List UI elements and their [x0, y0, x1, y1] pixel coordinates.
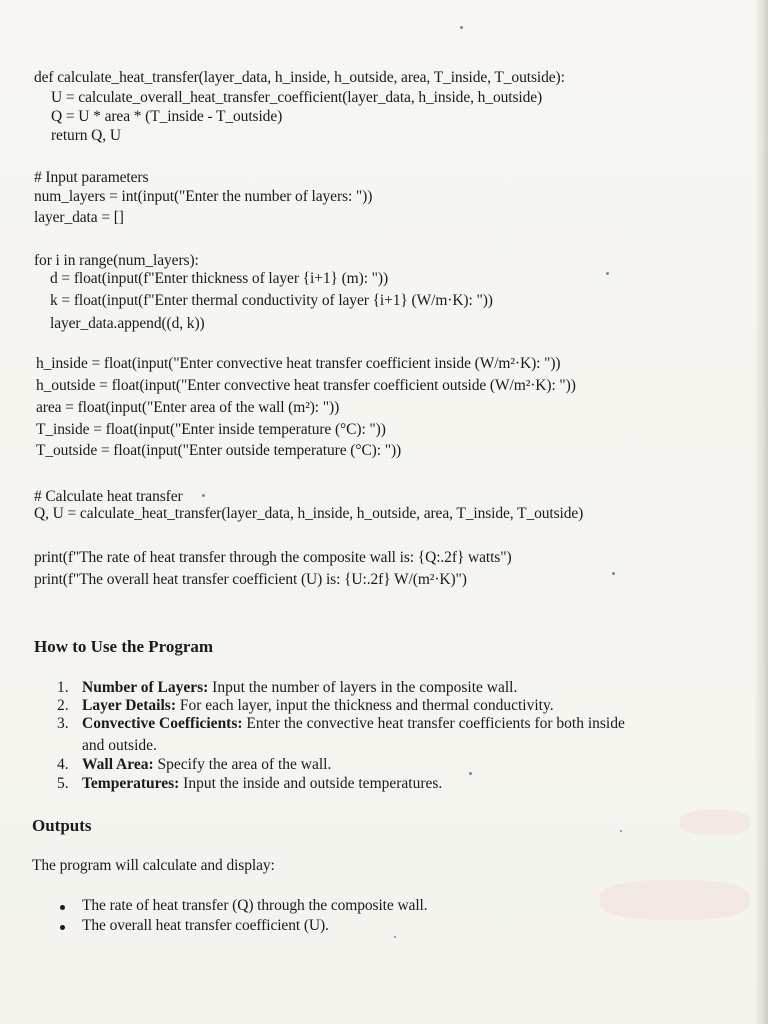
paper-stain — [600, 880, 750, 920]
how-to-use-heading: How to Use the Program — [34, 637, 214, 656]
bullet-icon — [60, 905, 65, 910]
code-area: area = float(input("Enter area of the wall (m²): ")) — [36, 399, 340, 416]
scan-speck — [612, 572, 615, 575]
list-item-number: 1. — [57, 679, 69, 696]
list-item-continuation: and outside. — [82, 737, 157, 754]
code-func-line-u: U = calculate_overall_heat_transfer_coefficient(layer_data, h_inside, h_outside) — [51, 89, 543, 106]
list-item-title: Convective Coefficients: — [82, 715, 243, 732]
code-func-def: def calculate_heat_transfer(layer_data, h_inside, h_outside, area, T_inside, T_outside): — [34, 69, 565, 86]
list-item-text: Input the number of layers in the composite wall. — [208, 679, 518, 696]
code-loop-append: layer_data.append((d, k)) — [50, 315, 205, 332]
code-loop-k: k = float(input(f"Enter thermal conductivity of layer {i+1} (W/m·K): ")) — [50, 292, 493, 309]
code-print-u: print(f"The overall heat transfer coefficient (U) is: {U:.2f} W/(m²·K)") — [34, 571, 467, 588]
outputs-intro: The program will calculate and display: — [32, 857, 275, 874]
list-item-title: Temperatures: — [82, 775, 180, 792]
code-calc-call: Q, U = calculate_heat_transfer(layer_data, h_inside, h_outside, area, T_inside, T_outside) — [34, 505, 584, 522]
code-loop-d: d = float(input(f"Enter thickness of layer {i+1} (m): ")) — [50, 270, 389, 287]
outputs-heading: Outputs — [32, 816, 92, 835]
code-for-loop: for i in range(num_layers): — [34, 252, 199, 269]
page-fold-shadow — [754, 0, 768, 1024]
list-item-number: 3. — [57, 715, 69, 732]
code-comment-calc: # Calculate heat transfer — [34, 488, 183, 505]
code-h-outside: h_outside = float(input("Enter convective heat transfer coefficient outside (W/m²·K): ")) — [36, 377, 576, 394]
list-item-number: 2. — [57, 697, 69, 714]
code-t-inside: T_inside = float(input("Enter inside temperature (°C): ")) — [36, 421, 386, 438]
bullet-text: The rate of heat transfer (Q) through the composite wall. — [82, 897, 428, 914]
scan-speck — [606, 272, 609, 275]
code-num-layers: num_layers = int(input("Enter the number of layers: ")) — [34, 188, 373, 205]
list-item-text: For each layer, input the thickness and thermal conductivity. — [175, 697, 554, 714]
scan-speck — [620, 830, 622, 832]
code-t-outside: T_outside = float(input("Enter outside temperature (°C): ")) — [36, 442, 402, 459]
code-h-inside: h_inside = float(input("Enter convective heat transfer coefficient inside (W/m²·K): ")) — [36, 355, 561, 372]
scan-speck — [469, 772, 472, 775]
bullet-text: The overall heat transfer coefficient (U). — [82, 917, 329, 934]
list-item-text: Specify the area of the wall. — [153, 756, 332, 773]
list-item-text: Input the inside and outside temperatures. — [179, 775, 443, 792]
code-func-return: return Q, U — [51, 127, 121, 144]
scan-speck — [202, 494, 205, 497]
code-comment-input: # Input parameters — [34, 169, 149, 186]
scan-speck — [460, 26, 463, 29]
code-func-line-q: Q = U * area * (T_inside - T_outside) — [51, 108, 283, 125]
list-item-title: Number of Layers: — [82, 679, 209, 696]
code-print-q: print(f"The rate of heat transfer through the composite wall is: {Q:.2f} watts") — [34, 549, 512, 566]
list-item-number: 5. — [57, 775, 69, 792]
list-item-number: 4. — [57, 756, 69, 773]
list-item-title: Layer Details: — [82, 697, 176, 714]
paper-stain — [680, 810, 750, 835]
bullet-icon — [60, 925, 65, 930]
code-layer-data: layer_data = [] — [34, 209, 124, 226]
list-item-title: Wall Area: — [82, 756, 154, 773]
scan-speck — [394, 936, 396, 938]
list-item-text: Enter the convective heat transfer coefficients for both inside — [242, 715, 625, 732]
